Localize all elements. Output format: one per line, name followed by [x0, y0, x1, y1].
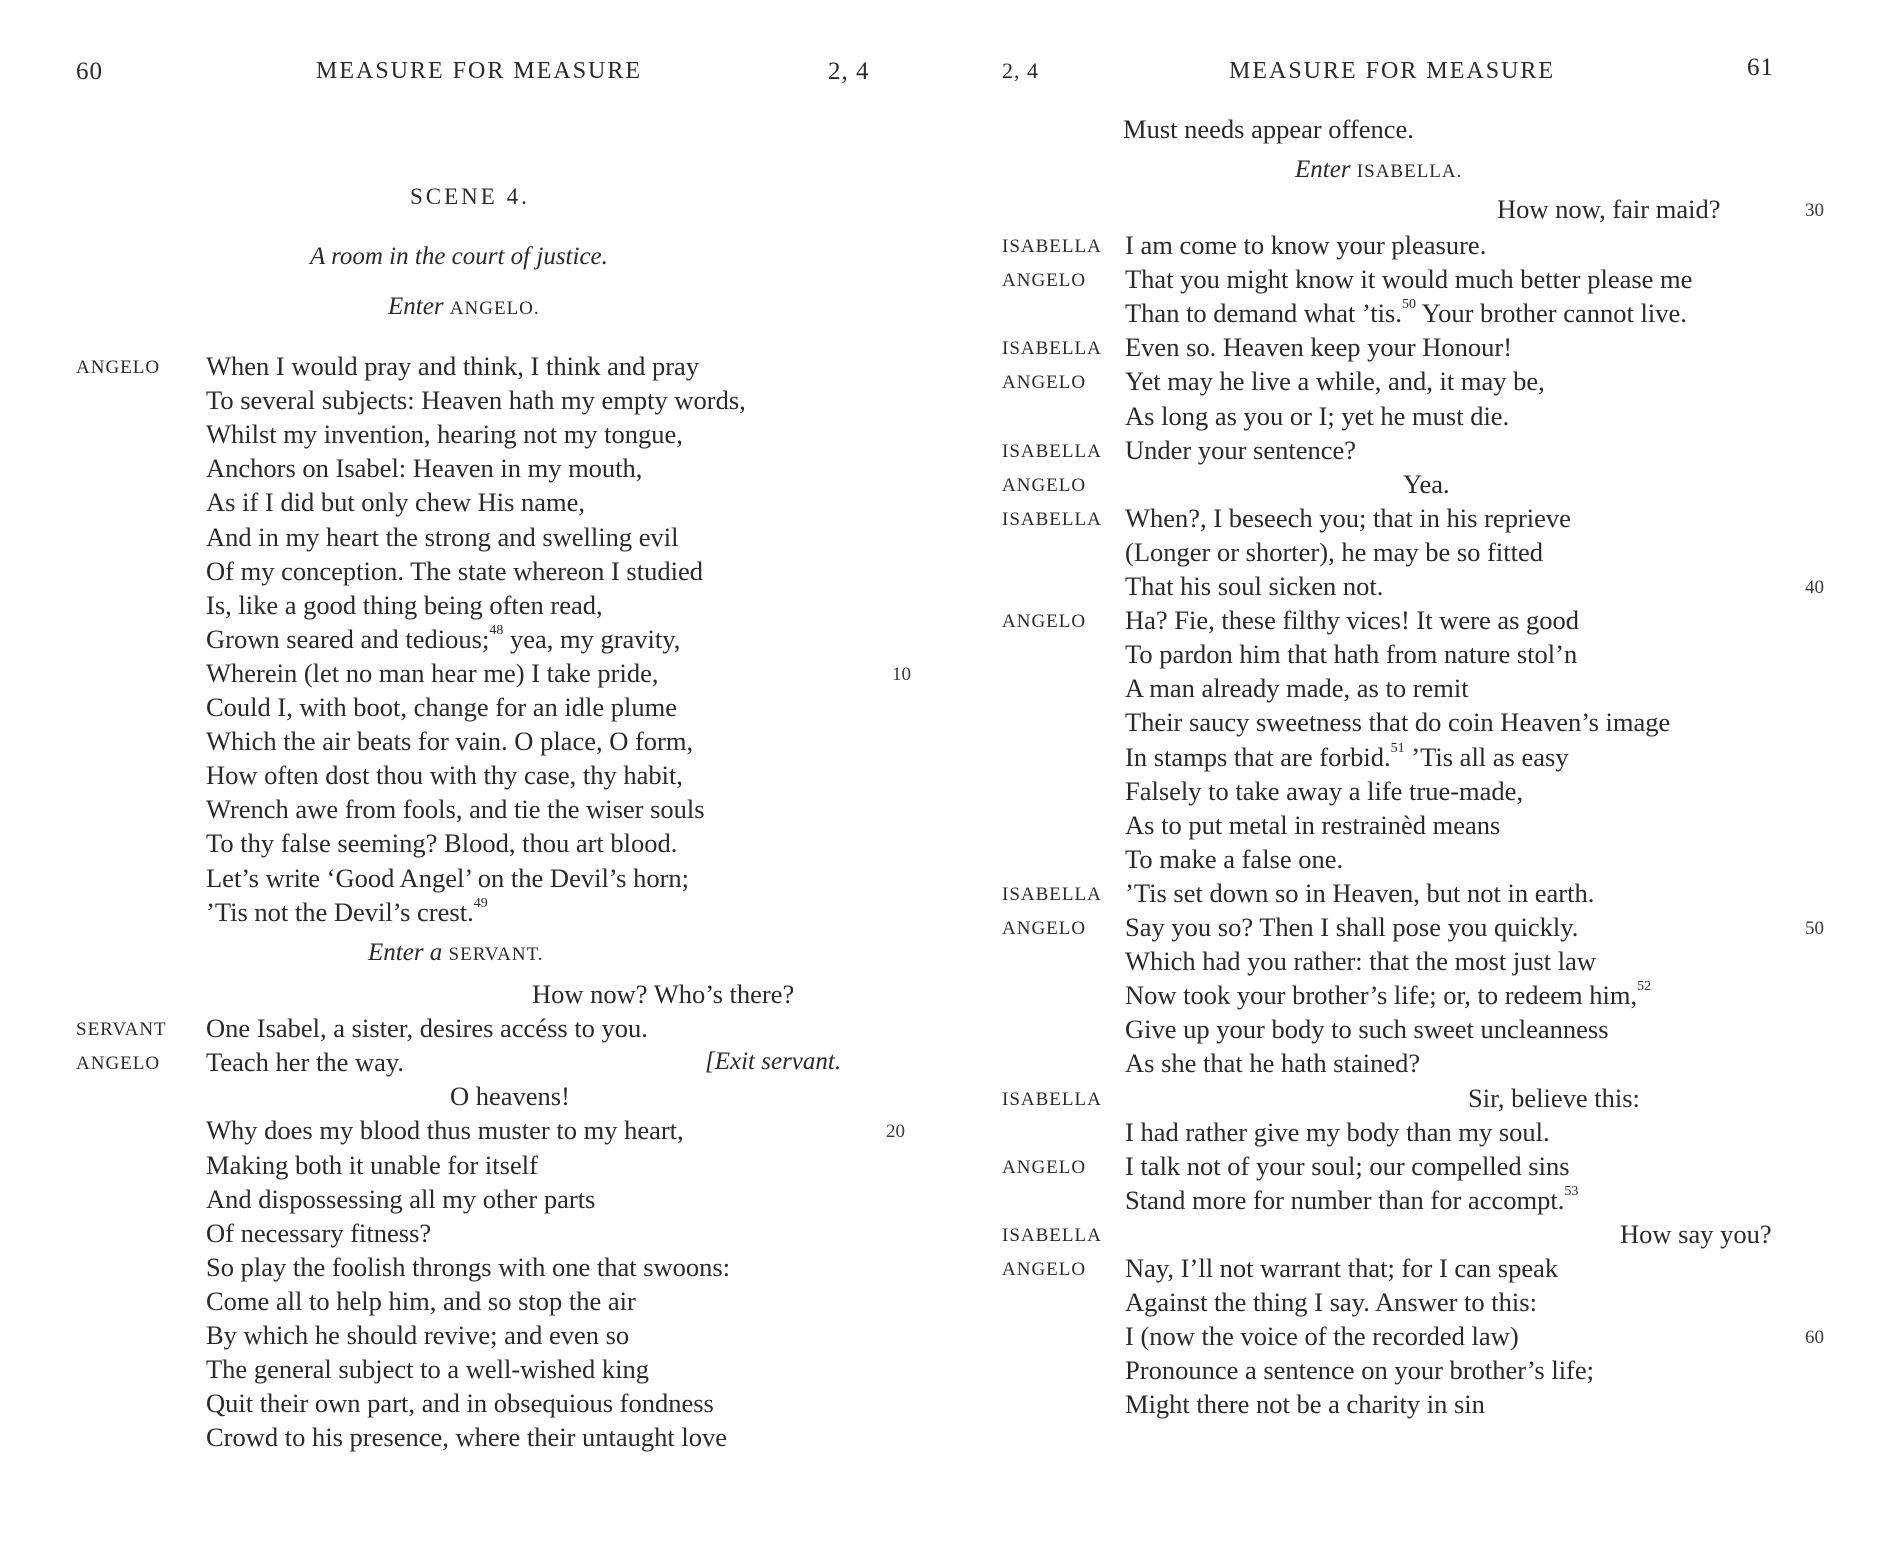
verse-line: To pardon him that hath from nature stol’n — [1125, 639, 1578, 670]
speaker-name: ANGELO — [1002, 611, 1087, 633]
speaker-name: SERVANT — [76, 1019, 167, 1041]
act-scene-right: 2, 4 — [1002, 58, 1039, 83]
verse-line: That you might know it would much better please me — [1125, 264, 1693, 295]
verse-line: Of necessary fitness? — [206, 1217, 432, 1248]
verse-line: To make a false one. — [1125, 843, 1344, 874]
verse-line: I am come to know your pleasure. — [1125, 230, 1487, 260]
speaker-name: ANGELO — [1002, 1259, 1087, 1280]
speaker-name: ANGELO — [1002, 474, 1087, 496]
verse-line: Against the thing I say. Answer to this: — [1125, 1287, 1537, 1318]
verse-line: As to put metal in restrainèd means — [1125, 809, 1501, 840]
page-number-right: 61 — [1747, 54, 1774, 81]
speaker-name: ISABELLA — [1002, 1088, 1102, 1110]
scene-location: A room in the court of justice. — [310, 243, 608, 270]
verse-line: Under your sentence? — [1125, 434, 1357, 465]
footnote-marker[interactable]: 50 — [1401, 297, 1416, 313]
speaker-name: ANGELO — [1002, 1156, 1087, 1178]
verse-line: Sir, believe this: — [1468, 1082, 1640, 1113]
verse-line: Must needs appear offence. — [1123, 114, 1414, 144]
verse-line: Say you so? Then I shall pose you quickly. — [1125, 912, 1579, 942]
speaker-name: ISABELLA — [1002, 236, 1102, 257]
verse-line: Quit their own part, and in obsequious fondness — [206, 1388, 714, 1419]
verse-line: When?, I beseech you; that in his reprieve — [1125, 502, 1571, 533]
verse-line: A man already made, as to remit — [1125, 673, 1469, 704]
speaker-name: ANGELO — [76, 1053, 161, 1075]
verse-line: Why does my blood thus muster to my heart, — [206, 1115, 684, 1146]
verse-line: O heavens! — [450, 1081, 570, 1112]
verse-line: Now took your brother’s life; or, to redeem him,$^{52}$ — [1125, 979, 1652, 1011]
verse-line: Teach her the way. — [206, 1047, 405, 1078]
scene-heading: SCENE 4. — [410, 184, 530, 209]
verse-line: Of my conception. The state whereon I studied — [206, 555, 703, 586]
speaker-name: ANGELO — [1002, 270, 1087, 292]
verse-line: Wrench awe from fools, and tie the wiser souls — [206, 794, 705, 825]
verse-line: Which had you rather: that the most just law — [1125, 946, 1596, 977]
verse-line: Making both it unable for itself — [206, 1149, 538, 1180]
verse-line: To several subjects: Heaven hath my empty words, — [206, 385, 746, 416]
verse-line: Crowd to his presence, where their untaught love — [206, 1422, 728, 1453]
line-number: 10 — [892, 663, 911, 685]
verse-line: Is, like a good thing being often read, — [206, 589, 603, 620]
speaker-name: ANGELO — [76, 357, 161, 378]
verse-line: When I would pray and think, I think and pray — [206, 351, 700, 381]
line-number: 30 — [1805, 200, 1824, 221]
verse-line: How now, fair maid? — [1497, 194, 1721, 224]
verse-line: And in my heart the strong and swelling evil — [206, 521, 679, 552]
speaker-name: ISABELLA — [1002, 883, 1102, 905]
act-scene-left: 2, 4 — [828, 58, 870, 85]
verse-line: Wherein (let no man hear me) I take pride, — [206, 657, 659, 688]
verse-line: As she that he hath stained? — [1125, 1048, 1421, 1079]
speaker-name: ISABELLA — [1002, 1224, 1102, 1246]
verse-line: Even so. Heaven keep your Honour! — [1125, 332, 1513, 363]
verse-line: Pronounce a sentence on your brother’s life; — [1125, 1355, 1595, 1386]
verse-line: Which the air beats for vain. O place, O form, — [206, 726, 694, 757]
verse-line: Give up your body to such sweet uncleanness — [1125, 1014, 1609, 1045]
verse-line: And dispossessing all my other parts — [206, 1183, 596, 1214]
speaker-name: ANGELO — [1002, 918, 1087, 939]
stage-direction-enter-servant: Enter a SERVANT. — [368, 939, 544, 966]
footnote-marker[interactable]: 49 — [473, 895, 488, 911]
speaker-name: ANGELO — [1002, 372, 1087, 394]
stage-direction-enter-isabella: Enter ISABELLA. — [1295, 156, 1463, 183]
verse-line: Ha? Fie, these filthy vices! It were as good — [1125, 605, 1580, 636]
verse-line: Come all to help him, and so stop the air — [206, 1285, 636, 1316]
verse-line: Grown seared and tedious;$^{48}$ yea, my gravity, — [206, 622, 681, 654]
running-title-right: MEASURE FOR MEASURE — [1229, 58, 1556, 84]
verse-line: Could I, with boot, change for an idle plume — [206, 692, 678, 722]
verse-line: Nay, I’ll not warrant that; for I can speak — [1125, 1253, 1559, 1283]
verse-line: I (now the voice of the recorded law) — [1125, 1321, 1519, 1352]
verse-line: As if I did but only chew His name, — [206, 487, 586, 518]
line-number: 40 — [1805, 577, 1824, 598]
verse-line: Whilst my invention, hearing not my tongue, — [206, 419, 683, 450]
speaker-name: ISABELLA — [1002, 338, 1102, 360]
verse-line: In stamps that are forbid.$^{51}$ ’Tis all as easy — [1125, 740, 1569, 772]
right-page — [950, 0, 1898, 1563]
footnote-marker[interactable]: 52 — [1637, 979, 1652, 995]
stage-direction-exit: [Exit servant. — [705, 1048, 842, 1076]
running-title-left: MEASURE FOR MEASURE — [316, 58, 643, 84]
footnote-marker[interactable]: 53 — [1564, 1183, 1579, 1199]
verse-line: ’Tis not the Devil’s crest.$^{49}$ — [206, 895, 488, 927]
verse-line: As long as you or I; yet he must die. — [1125, 400, 1510, 431]
verse-line: Stand more for number than for accompt.$^{53}$ — [1125, 1183, 1579, 1215]
verse-line: (Longer or shorter), he may be so fitted — [1125, 536, 1543, 567]
line-number: 20 — [886, 1121, 905, 1143]
footnote-marker[interactable]: 51 — [1390, 740, 1405, 756]
verse-line: Yet may he live a while, and, it may be, — [1125, 366, 1545, 397]
verse-line: Their saucy sweetness that do coin Heaven’s image — [1125, 707, 1671, 738]
verse-line: I talk not of your soul; our compelled sins — [1125, 1150, 1570, 1181]
verse-line: By which he should revive; and even so — [206, 1320, 630, 1350]
verse-line: Let’s write ‘Good Angel’ on the Devil’s horn; — [206, 862, 690, 893]
verse-line: The general subject to a well-wished king — [206, 1354, 649, 1385]
verse-line: How often dost thou with thy case, thy habit, — [206, 760, 683, 791]
verse-line: How say you? — [1620, 1218, 1772, 1249]
verse-line: ’Tis set down so in Heaven, but not in earth. — [1125, 877, 1595, 908]
verse-line: One Isabel, a sister, desires accéss to you. — [206, 1013, 648, 1044]
speaker-name: ISABELLA — [1002, 508, 1102, 530]
page-number-left: 60 — [76, 58, 103, 85]
stage-direction-enter-angelo: Enter ANGELO. — [388, 293, 540, 320]
verse-line: Than to demand what ’tis.$^{50}$ Your brother cannot live. — [1125, 297, 1687, 329]
verse-line: Anchors on Isabel: Heaven in my mouth, — [206, 453, 643, 484]
line-number: 60 — [1805, 1327, 1824, 1349]
verse-line: That his soul sicken not. — [1125, 571, 1384, 601]
verse-line: I had rather give my body than my soul. — [1125, 1116, 1550, 1147]
verse-line: How now? Who’s there? — [532, 979, 795, 1009]
footnote-marker[interactable]: 48 — [489, 622, 504, 638]
verse-line: To thy false seeming? Blood, thou art blood. — [206, 828, 678, 859]
line-number: 50 — [1805, 918, 1824, 939]
verse-line: Might there not be a charity in sin — [1125, 1389, 1485, 1420]
verse-line: Falsely to take away a life true-made, — [1125, 775, 1524, 806]
verse-line: Yea. — [1403, 468, 1450, 499]
verse-line: So play the foolish throngs with one that swoons: — [206, 1251, 731, 1282]
speaker-name: ISABELLA — [1002, 440, 1102, 462]
